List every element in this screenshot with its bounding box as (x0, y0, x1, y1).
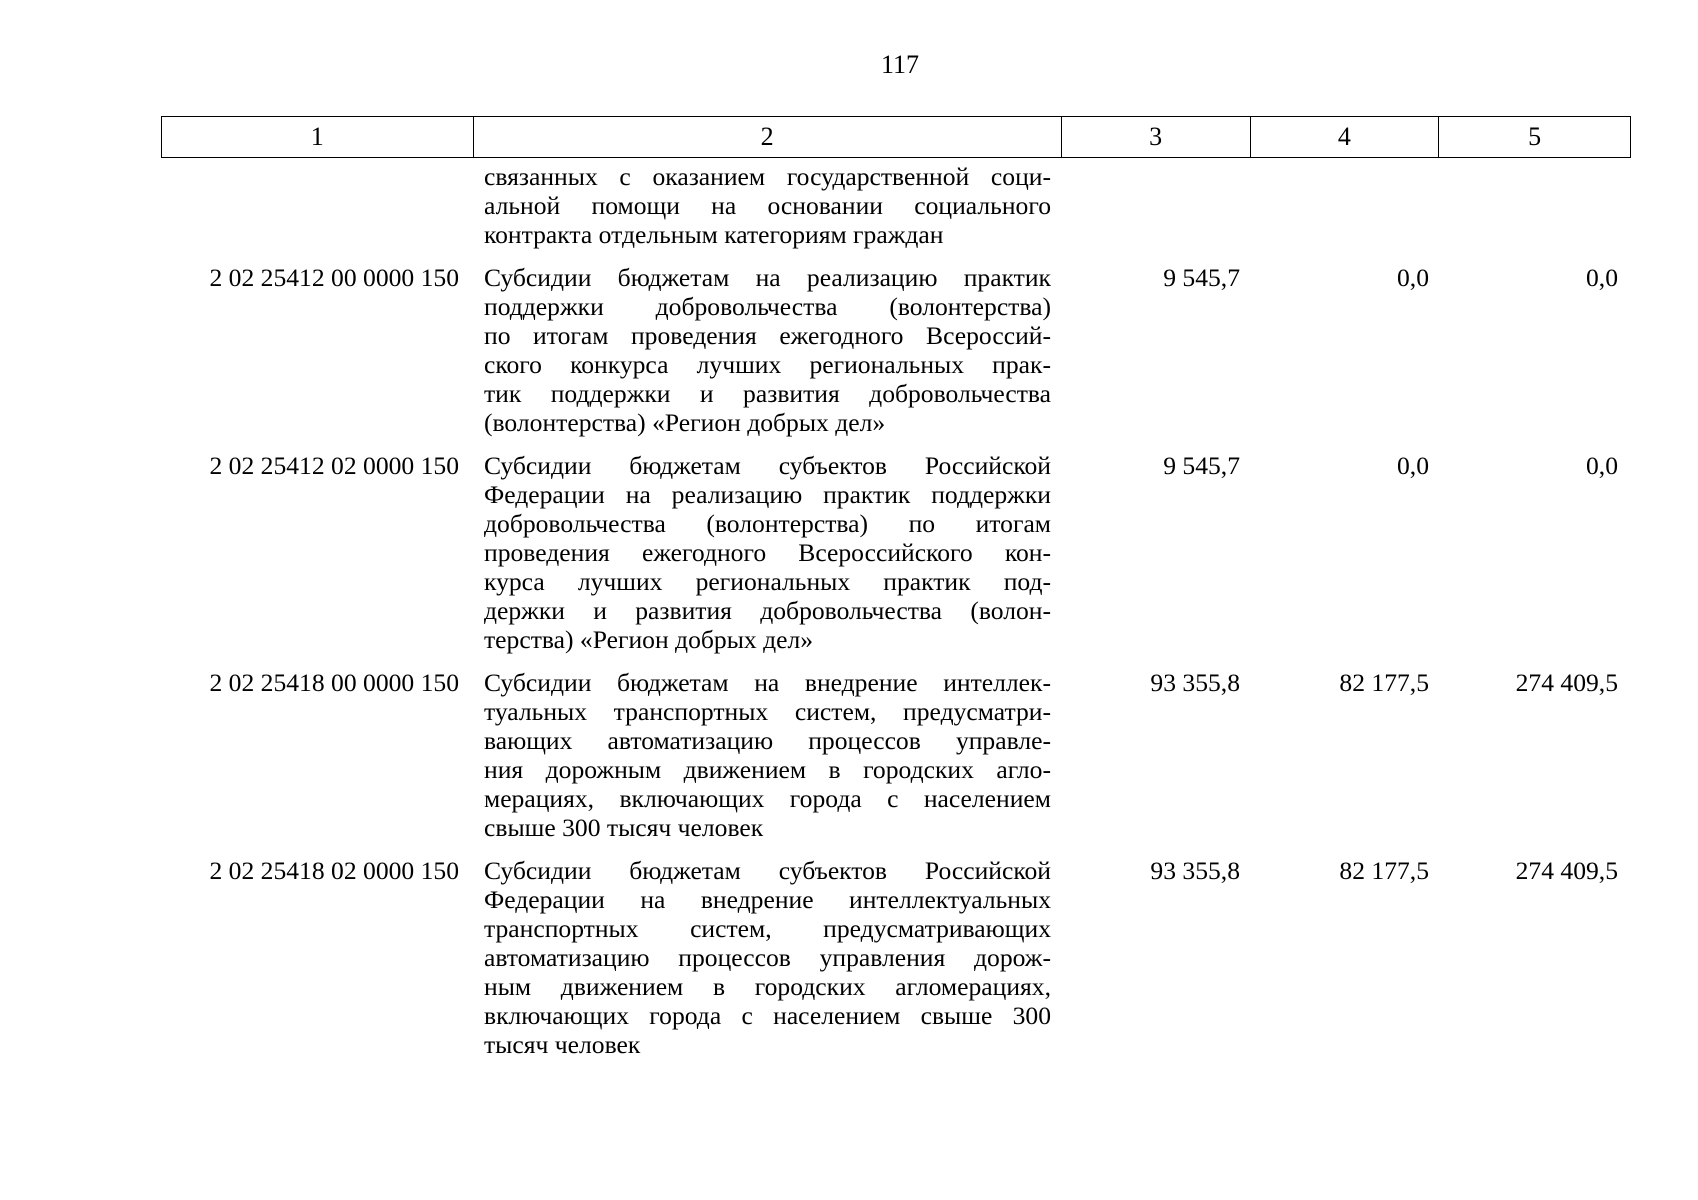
description-line: тик поддержки и развития добровольчества (484, 379, 1051, 408)
description-line: ния дорожным движением в городских агло- (484, 755, 1051, 784)
description-line: держки и развития добровольчества (волон- (484, 596, 1051, 625)
description-line: Субсидии бюджетам субъектов Российской (484, 856, 1051, 885)
value-col-3: 93 355,8 (1150, 668, 1240, 697)
description-line: автоматизацию процессов управления дорож- (484, 943, 1051, 972)
description-line: Субсидии бюджетам на внедрение интеллек- (484, 668, 1051, 697)
header-col-3: 3 (1062, 117, 1251, 157)
header-col-1: 1 (162, 117, 474, 157)
table-row (161, 263, 1631, 437)
value-col-5: 274 409,5 (1515, 856, 1618, 885)
value-col-4: 0,0 (1397, 451, 1429, 480)
description (473, 162, 1062, 249)
budget-code: 2 02 25412 02 0000 150 (209, 451, 459, 480)
value-col-5: 0,0 (1586, 451, 1618, 480)
budget-table (161, 116, 1631, 1059)
header-col-4: 4 (1251, 117, 1440, 157)
description-line: тысяч человек (484, 1030, 641, 1059)
value-col-4: 0,0 (1397, 263, 1429, 292)
table-header (161, 116, 1631, 158)
table-row (161, 162, 1631, 249)
value-col-5: 0,0 (1586, 263, 1618, 292)
description-line: Федерации на внедрение интеллектуальных (484, 885, 1051, 914)
description-line: связанных с оказанием государственной соци- (484, 162, 1051, 191)
description-line: альной помощи на основании социального (484, 191, 1051, 220)
table-row (161, 856, 1631, 1059)
description-line: мерациях, включающих города с населением (484, 784, 1051, 813)
value-col-3: 9 545,7 (1163, 263, 1240, 292)
value-col-4: 82 177,5 (1339, 856, 1429, 885)
header-col-2: 2 (474, 117, 1062, 157)
description-line: ным движением в городских агломерациях, (484, 972, 1051, 1001)
description-line: Федерации на реализацию практик поддержки (484, 480, 1051, 509)
description-line: туальных транспортных систем, предусматри- (484, 697, 1051, 726)
description-line: транспортных систем, предусматривающих (484, 914, 1051, 943)
description-line: контракта отдельным категориям граждан (484, 220, 944, 249)
description-line: (волонтерства) «Регион добрых дел» (484, 408, 886, 437)
page-number: 117 (880, 50, 920, 79)
description (473, 668, 1062, 842)
table-row (161, 668, 1631, 842)
header-col-5: 5 (1528, 122, 1542, 151)
description (473, 263, 1062, 437)
description (473, 856, 1062, 1059)
budget-code: 2 02 25418 00 0000 150 (209, 668, 459, 697)
description-line: Субсидии бюджетам субъектов Российской (484, 451, 1051, 480)
description-line: включающих города с населением свыше 300 (484, 1001, 1051, 1030)
description-line: Субсидии бюджетам на реализацию практик (484, 263, 1051, 292)
description-line: свыше 300 тысяч человек (484, 813, 764, 842)
budget-code: 2 02 25412 00 0000 150 (209, 263, 459, 292)
description-line: добровольчества (волонтерства) по итогам (484, 509, 1051, 538)
description-line: терства) «Регион добрых дел» (484, 625, 814, 654)
description-line: по итогам проведения ежегодного Всероссий- (484, 321, 1051, 350)
description-line: вающих автоматизацию процессов управле- (484, 726, 1051, 755)
value-col-3: 93 355,8 (1150, 856, 1240, 885)
value-col-3: 9 545,7 (1163, 451, 1240, 480)
description-line: ского конкурса лучших региональных прак- (484, 350, 1051, 379)
description-line: курса лучших региональных практик под- (484, 567, 1051, 596)
description (473, 451, 1062, 654)
value-col-4: 82 177,5 (1339, 668, 1429, 697)
table-row (161, 451, 1631, 654)
budget-code: 2 02 25418 02 0000 150 (209, 856, 459, 885)
description-line: поддержки добровольчества (волонтерства) (484, 292, 1051, 321)
value-col-5: 274 409,5 (1515, 668, 1618, 697)
description-line: проведения ежегодного Всероссийского кон- (484, 538, 1051, 567)
